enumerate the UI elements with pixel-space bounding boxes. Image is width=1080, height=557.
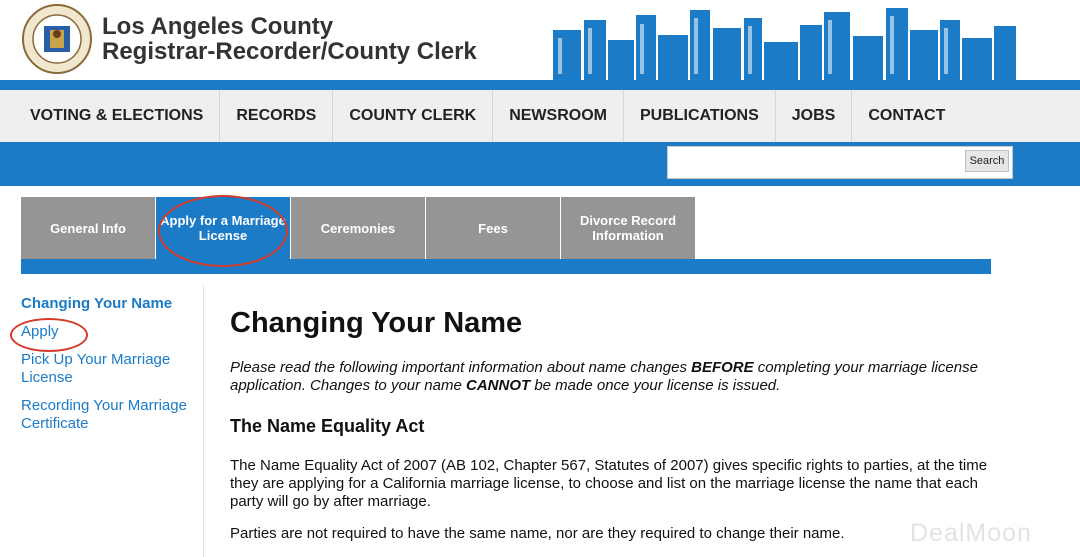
- intro-paragraph: [230, 359, 990, 395]
- sidebar-item-pick-up-license[interactable]: Pick Up Your Marriage License: [21, 351, 171, 386]
- tab-general-info[interactable]: General Info: [21, 197, 156, 259]
- search-button[interactable]: Search: [965, 150, 1009, 172]
- intro-text-3: be made once your license is issued.: [530, 377, 781, 394]
- intro-text-2: completing your marriage license application. Changes to your name: [230, 359, 978, 394]
- search-input[interactable]: [667, 146, 1013, 179]
- watermark-text: DealMoon: [910, 519, 1032, 547]
- nav-item-publications[interactable]: PUBLICATIONS: [624, 90, 776, 142]
- main-content: [230, 305, 990, 557]
- header-blue-bar: [0, 80, 1080, 90]
- nav-item-contact[interactable]: CONTACT: [868, 107, 946, 124]
- intro-text-1: Please read the following important information about name changes: [230, 359, 692, 376]
- nav-item-newsroom[interactable]: NEWSROOM: [493, 90, 624, 142]
- nav-item-jobs[interactable]: JOBS: [776, 90, 853, 142]
- section-tabs: [21, 197, 696, 259]
- nav-item-county-clerk[interactable]: COUNTY CLERK: [333, 90, 493, 142]
- site-title[interactable]: [102, 14, 477, 64]
- site-title-line2: Registrar-Recorder/County Clerk: [102, 38, 477, 65]
- red-annotation-circle: [158, 195, 288, 267]
- sidebar-item-recording-certificate[interactable]: Recording Your Marriage Certificate: [21, 397, 187, 432]
- tab-divorce-record-information[interactable]: Divorce Record Information: [561, 197, 696, 259]
- main-nav: [0, 90, 1080, 142]
- intro-emphasis-before: BEFORE: [691, 359, 754, 376]
- sidebar-item-changing-your-name[interactable]: Changing Your Name: [21, 295, 173, 312]
- tab-ceremonies[interactable]: Ceremonies: [291, 197, 426, 259]
- tab-fees[interactable]: Fees: [426, 197, 561, 259]
- sidebar-item-apply[interactable]: Apply: [21, 323, 59, 340]
- site-header: [0, 0, 1080, 80]
- tab-underline-bar: [21, 259, 991, 274]
- site-title-line1: Los Angeles County: [102, 13, 334, 40]
- city-skyline-banner: [548, 0, 1018, 80]
- body-paragraph: Parties are not required to have the same name, nor are they required to change their name.: [230, 525, 845, 542]
- nav-item-records[interactable]: RECORDS: [220, 90, 333, 142]
- nav-item-voting-elections[interactable]: VOTING & ELECTIONS: [0, 90, 220, 142]
- section-heading: The Name Equality Act: [230, 416, 425, 436]
- body-paragraph: The Name Equality Act of 2007 (AB 102, Chapter 567, Statutes of 2007) gives specific rights to parties, at the time they are applying for a California marriage license, to choose and list on the marriage license the name that each party will go by after marriage.: [230, 457, 988, 510]
- sidebar-divider: [203, 285, 204, 557]
- tab-apply-marriage-license[interactable]: Apply for a Marriage License: [156, 197, 291, 259]
- intro-emphasis-cannot: CANNOT: [465, 377, 531, 394]
- page-title: Changing Your Name: [230, 307, 523, 339]
- red-annotation-circle: [10, 318, 88, 352]
- county-seal-logo[interactable]: [22, 4, 92, 74]
